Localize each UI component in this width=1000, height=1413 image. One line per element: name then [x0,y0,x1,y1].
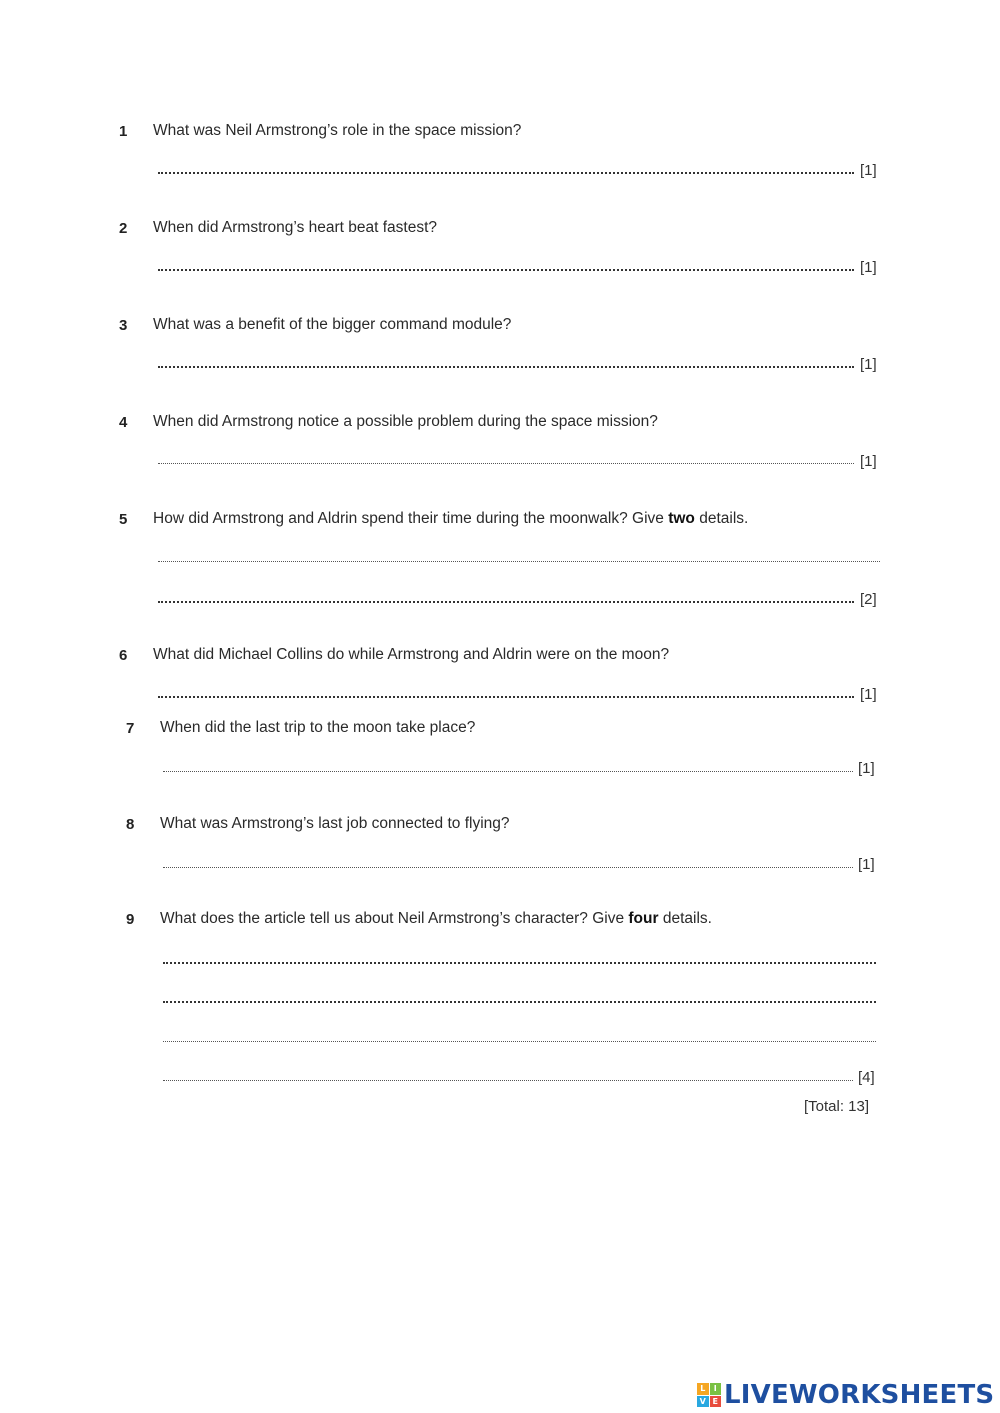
answer-line-6[interactable] [158,696,854,698]
question-3-marks: [1] [860,356,877,373]
answer-line-9c[interactable] [163,1041,876,1042]
question-4-number: 4 [119,414,128,431]
question-4-text: When did Armstrong notice a possible problem during the space mission? [153,413,658,430]
question-5-number: 5 [119,511,128,528]
question-8-marks: [1] [858,856,875,873]
answer-line-1[interactable] [158,172,854,174]
logo-text: LIVEWORKSHEETS [724,1380,995,1410]
question-7-number: 7 [126,720,135,737]
question-5-text: How did Armstrong and Aldrin spend their time during the moonwalk? Give two details. [153,510,749,527]
question-2-number: 2 [119,220,128,237]
question-2-marks: [1] [860,259,877,276]
answer-line-9b[interactable] [163,1001,876,1003]
question-1-number: 1 [119,123,128,140]
answer-line-5b[interactable] [158,601,854,603]
answer-line-9a[interactable] [163,962,876,964]
answer-line-8[interactable] [163,867,853,868]
question-9-text: What does the article tell us about Neil Armstrong’s character? Give four details. [160,910,712,927]
question-1-marks: [1] [860,162,877,179]
question-7-marks: [1] [858,760,875,777]
question-9-marks: [4] [858,1069,875,1086]
answer-line-7[interactable] [163,771,853,772]
question-5-marks: [2] [860,591,877,608]
logo-icon [697,1383,721,1407]
logo-cell-e: E [710,1396,722,1408]
question-1-text: What was Neil Armstrong’s role in the space mission? [153,122,522,139]
liveworksheets-logo [697,1380,994,1410]
answer-line-5a[interactable] [158,561,880,562]
question-3-text: What was a benefit of the bigger command module? [153,316,512,333]
question-4-marks: [1] [860,453,877,470]
logo-cell-i: I [710,1383,722,1395]
answer-line-3[interactable] [158,366,854,368]
question-7-text: When did the last trip to the moon take place? [160,719,476,736]
question-9-number: 9 [126,911,135,928]
answer-line-2[interactable] [158,269,854,271]
question-6-marks: [1] [860,686,877,703]
question-6-text: What did Michael Collins do while Armstrong and Aldrin were on the moon? [153,646,670,663]
answer-line-9d[interactable] [163,1080,853,1081]
total-marks: [Total: 13] [804,1098,870,1115]
answer-line-4[interactable] [158,463,854,464]
logo-cell-l: L [697,1383,709,1395]
question-6-number: 6 [119,647,128,664]
logo-cell-v: V [697,1396,709,1408]
question-2-text: When did Armstrong’s heart beat fastest? [153,219,438,236]
question-3-number: 3 [119,317,128,334]
question-8-number: 8 [126,816,135,833]
question-8-text: What was Armstrong’s last job connected to flying? [160,815,510,832]
